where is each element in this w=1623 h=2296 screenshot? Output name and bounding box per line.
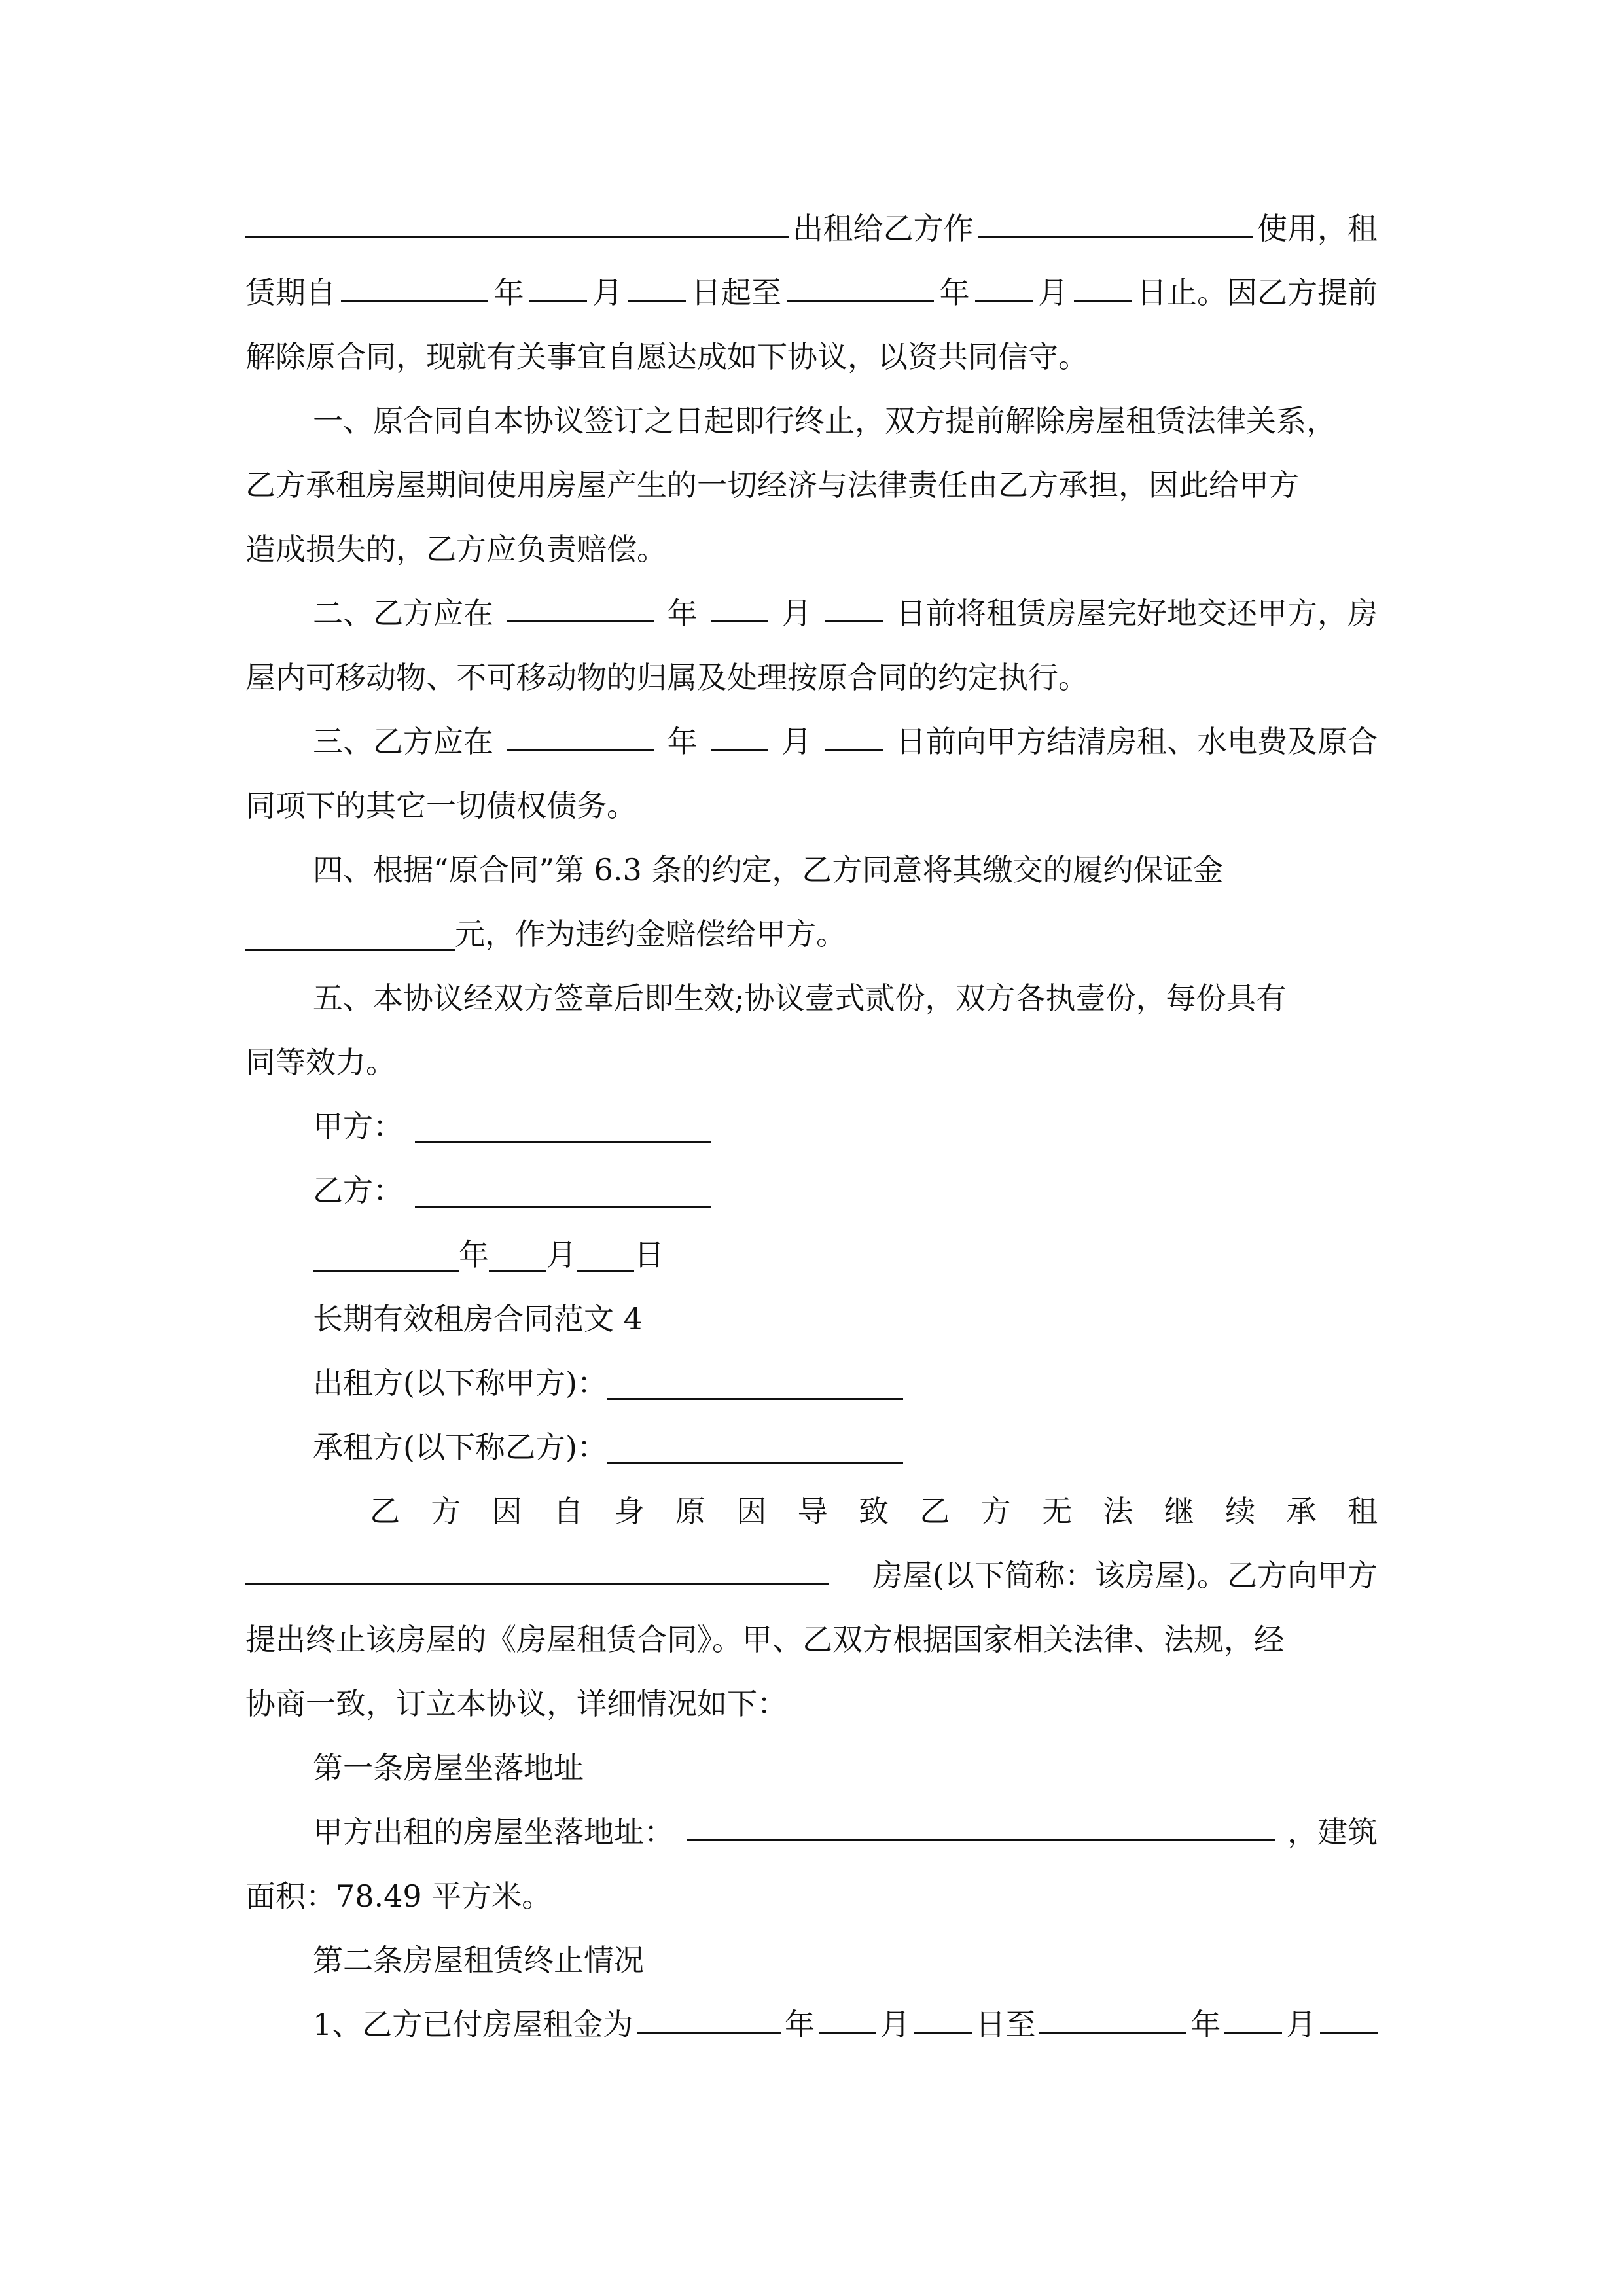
section-heading: 长期有效租房合同范文 4: [313, 1301, 643, 1336]
text-clause-2-rest: 日前将租赁房屋完好地交还甲方，房: [895, 596, 1378, 631]
para-lease-line-1: [245, 196, 1378, 260]
text-address-label: 甲方出租的房屋坐落地址：: [313, 1814, 674, 1850]
para-lease-line-2: [245, 260, 1378, 325]
clause-1-line-1: 一、原合同自本协议签订之日起即行终止，双方提前解除房屋租赁法律关系，: [313, 403, 1336, 439]
text-year: 年: [667, 724, 698, 759]
text-intro-2: 房屋(以下简称：该房屋)。乙方向甲方: [872, 1558, 1378, 1593]
text-year: 年: [493, 275, 524, 310]
blank-year: [1039, 1992, 1186, 2034]
char: 方: [980, 1494, 1011, 1529]
char: 租: [1347, 1494, 1378, 1529]
clause-1-line-3: 造成损失的，乙方应负责赔偿。: [245, 531, 667, 567]
text-year: 年: [785, 2007, 815, 2042]
text-day-end: 日止。因乙方提前: [1136, 275, 1378, 310]
blank-day: [1074, 260, 1132, 302]
article-1-title: 第一条房屋坐落地址: [313, 1750, 584, 1785]
para-lease-line-3: 解除原合同，现就有关事宜自愿达成如下协议，以资共同信守。: [245, 339, 1088, 374]
signature-party-a: [313, 1094, 1378, 1158]
text-month: 月: [1286, 2007, 1317, 2042]
intro-line-2: [245, 1543, 1378, 1607]
label-lessor: 出租方(以下称甲方)：: [313, 1365, 607, 1401]
label-party-b: 乙方：: [313, 1173, 403, 1208]
clause-2-line-2: 屋内可移动物、不可移动物的归属及处理按原合同的约定执行。: [245, 660, 1088, 695]
clause-4-line-2: [245, 902, 1378, 966]
char: 导: [797, 1494, 828, 1529]
clause-2-line-1: [313, 581, 1378, 645]
text-month: 月: [781, 724, 812, 759]
text-area-label: ，建筑: [1287, 1814, 1378, 1850]
char: 自: [553, 1494, 584, 1529]
text-use: 使用，租: [1257, 211, 1378, 246]
text-year: 年: [939, 275, 970, 310]
blank-premises: [245, 196, 789, 238]
char: 法: [1103, 1494, 1133, 1529]
blank-year: [341, 260, 488, 302]
char: 无: [1042, 1494, 1073, 1529]
text-month: 月: [880, 2007, 910, 2042]
blank-day: [577, 1230, 634, 1272]
blank-day: [914, 1992, 972, 2034]
text-clause-3-rest: 日前向甲方结清房租、水电费及原合: [895, 724, 1378, 759]
article-2-title: 第二条房屋租赁终止情况: [313, 1943, 644, 1978]
blank-year: [637, 1992, 781, 2034]
char: 方: [431, 1494, 461, 1529]
label-lessee: 承租方(以下称乙方)：: [313, 1429, 607, 1465]
blank-year: [507, 581, 654, 622]
article-1-line-2: 面积：78.49 平方米。: [245, 1878, 552, 1914]
blank-lessor: [607, 1359, 903, 1400]
signature-date: [313, 1223, 1378, 1287]
text-year: 年: [667, 596, 698, 631]
blank-party-a: [415, 1102, 711, 1143]
blank-purpose: [978, 196, 1253, 238]
label-party-a: 甲方：: [313, 1109, 403, 1144]
clause-3-line-1: [313, 709, 1378, 774]
clause-5-line-1: 五、本协议经双方签章后即生效;协议壹式贰份，双方各执壹份，每份具有: [313, 980, 1287, 1016]
text-month: 月: [592, 275, 623, 310]
char: 因: [491, 1494, 522, 1529]
text-clause-4-rest: 元，作为违约金赔偿给甲方。: [455, 916, 846, 952]
intro-line-3: 提出终止该房屋的《房屋租赁合同》。甲、乙双方根据国家相关法律、法规，经: [245, 1622, 1284, 1657]
blank-month: [711, 709, 768, 751]
blank-address: [687, 1800, 1275, 1841]
blank-month: [711, 581, 768, 622]
text-lease-to: 出租给乙方作: [793, 211, 974, 246]
intro-line-1: [370, 1479, 1378, 1543]
char: 继: [1164, 1494, 1194, 1529]
blank-month: [819, 1992, 876, 2034]
text-year: 年: [459, 1237, 489, 1272]
char: 承: [1286, 1494, 1317, 1529]
clause-3-line-2: 同项下的其它一切债权债务。: [245, 788, 637, 823]
char: 原: [675, 1494, 705, 1529]
clause-1-line-2: 乙方承租房屋期间使用房屋产生的一切经济与法律责任由乙方承担，因此给甲方: [245, 467, 1299, 503]
blank-day: [825, 581, 883, 622]
char: 致: [859, 1494, 889, 1529]
char: 乙: [370, 1494, 400, 1529]
clause-5-line-2: 同等效力。: [245, 1045, 396, 1080]
blank-month: [529, 260, 587, 302]
blank-party-b: [415, 1166, 711, 1208]
text-day-to: 日至: [975, 2007, 1036, 2042]
text-year: 年: [1190, 2007, 1221, 2042]
text-clause-2: 二、乙方应在: [313, 596, 493, 631]
text-rent-paid: 1、乙方已付房屋租金为: [313, 2007, 633, 2042]
intro-line-4: 协商一致，订立本协议，详细情况如下：: [245, 1686, 787, 1721]
blank-year: [313, 1230, 459, 1272]
char: 续: [1225, 1494, 1256, 1529]
signature-party-b: [313, 1158, 1378, 1223]
blank-lessee: [607, 1423, 903, 1464]
char: 身: [614, 1494, 645, 1529]
blank-year: [787, 260, 934, 302]
text-month: 月: [546, 1237, 577, 1272]
blank-month: [975, 260, 1033, 302]
blank-premises: [245, 1543, 829, 1585]
text-clause-3: 三、乙方应在: [313, 724, 493, 759]
blank-day: [825, 709, 883, 751]
clause-4-line-1: 四、根据“原合同”第 6.3 条的约定，乙方同意将其缴交的履约保证金: [313, 852, 1224, 888]
char: 乙: [919, 1494, 950, 1529]
article-2-line-1: [313, 1992, 1378, 2056]
text-day: 日: [634, 1237, 664, 1272]
blank-month: [1224, 1992, 1282, 2034]
lessee-line: [313, 1415, 1378, 1479]
text-month: 月: [1038, 275, 1069, 310]
lessor-line: [313, 1351, 1378, 1415]
article-1-line-1: [313, 1800, 1378, 1864]
blank-day: [628, 260, 686, 302]
text-month: 月: [781, 596, 812, 631]
blank-day: [1320, 1992, 1378, 2034]
blank-amount: [245, 910, 455, 951]
blank-month: [489, 1230, 546, 1272]
char: 因: [736, 1494, 767, 1529]
text-day-to: 日起至: [690, 275, 781, 310]
blank-year: [507, 709, 654, 751]
text-term-from: 赁期自: [245, 275, 336, 310]
